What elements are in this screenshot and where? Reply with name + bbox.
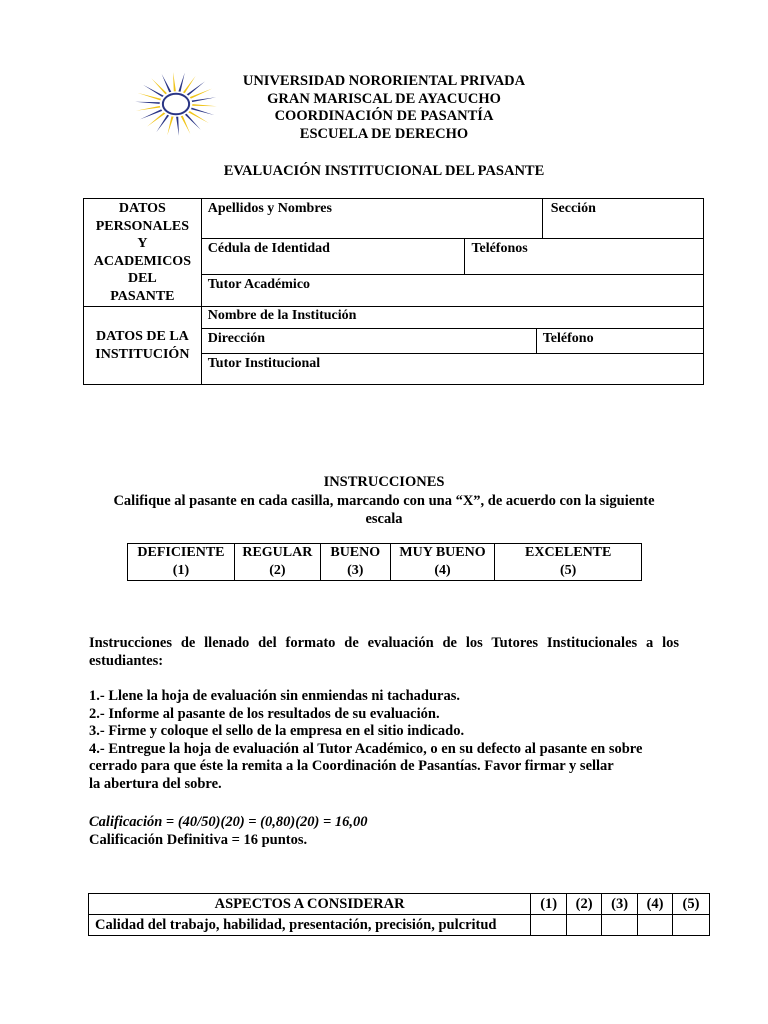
header-school: ESCUELA DE DERECHO (299, 125, 469, 142)
direccion-label: Dirección (202, 329, 537, 353)
scale-deficiente: DEFICIENTE (1) (128, 544, 235, 581)
scale-bueno: BUENO (3) (320, 544, 390, 581)
aspects-header: ASPECTOS A CONSIDERAR (89, 894, 531, 915)
instructions-text: Califique al pasante en cada casilla, marcando con una “X”, de acuerdo con la siguiente escala (113, 493, 655, 527)
logo-ray (182, 76, 195, 94)
list-item: 3.- Firme y coloque el sello de la empresa en el sitio indicado. (89, 723, 465, 739)
logo-ray (147, 112, 166, 127)
column-header: (2) (567, 894, 602, 915)
list-item: 1.- Llene la hoja de evaluación sin enmiendas ni tachaduras. (89, 688, 460, 704)
column-header: (1) (531, 894, 567, 915)
score-cell[interactable] (673, 915, 710, 936)
score-cell[interactable] (567, 915, 602, 936)
aspect-label: Calidad del trabajo, habilidad, presentación, precisión, pulcritud (89, 915, 531, 936)
column-header: (4) (638, 894, 673, 915)
formula-calculation: Calificación = (40/50)(20) = (0,80)(20) = 16,00 (89, 814, 368, 830)
column-header: (5) (673, 894, 710, 915)
list-item: la abertura del sobre. (89, 775, 222, 792)
grade-formula (89, 814, 679, 849)
logo-center (160, 91, 193, 117)
fill-instructions-intro: Instrucciones de llenado del formato de evaluación de los Tutores Institucionales a los estudiantes: (89, 635, 679, 669)
scale-excelente: EXCELENTE (5) (495, 544, 642, 581)
grading-scale-table (127, 543, 642, 581)
seccion-label: Sección (550, 201, 596, 216)
tutor-institucional-field[interactable]: Tutor Institucional (201, 354, 703, 385)
telefonos-field[interactable]: Teléfonos (465, 239, 704, 275)
header-founder: GRAN MARISCAL DE AYACUCHO (267, 90, 501, 107)
header-coordination: COORDINACIÓN DE PASANTÍA (274, 108, 494, 124)
score-cell[interactable] (602, 915, 638, 936)
header-university: UNIVERSIDAD NORORIENTAL PRIVADA (242, 73, 526, 89)
score-cell[interactable] (531, 915, 567, 936)
logo-ray (178, 73, 184, 93)
table-row (89, 915, 710, 936)
cedula-field[interactable]: Cédula de Identidad (201, 239, 465, 275)
logo-ray (173, 72, 176, 92)
logo-ray (176, 116, 179, 136)
personal-data-group: DATOS PERSONALES Y ACADEMICOS DEL PASANTE (84, 199, 202, 307)
apellidos-field[interactable] (201, 199, 703, 239)
score-cell[interactable] (638, 915, 673, 936)
student-data-table (83, 198, 704, 385)
fill-instructions-list (89, 688, 679, 793)
list-item: cerrado para que éste la remita a la Coordinación de Pasantías. Favor firmar y sellar (89, 758, 614, 774)
list-item: 4.- Entregue la hoja de evaluación al Tutor Académico, o en su defecto al pasante en sobre (89, 740, 643, 757)
tutor-academico-field[interactable]: Tutor Académico (201, 275, 703, 307)
nombre-institucion-field[interactable]: Nombre de la Institución (201, 307, 703, 329)
apellidos-label: Apellidos y Nombres (202, 199, 543, 238)
aspects-table (88, 893, 710, 936)
page-title: EVALUACIÓN INSTITUCIONAL DEL PASANTE (223, 163, 545, 179)
scale-regular: REGULAR (2) (234, 544, 320, 581)
list-item: 2.- Informe al pasante de los resultados de su evaluación. (89, 705, 440, 722)
scale-muy-bueno: MUY BUENO (4) (390, 544, 495, 581)
logo-ray (135, 102, 160, 104)
logo-ray (156, 114, 169, 132)
document-header (200, 73, 568, 143)
institution-data-group: DATOS DE LA INSTITUCIÓN (84, 307, 202, 385)
formula-final: Calificación Definitiva = 16 puntos. (89, 831, 308, 848)
column-header: (3) (602, 894, 638, 915)
telefono-label: Teléfono (542, 331, 594, 346)
logo-ray (167, 116, 173, 136)
instructions-title: INSTRUCCIONES (323, 474, 445, 490)
logo-ray (140, 109, 163, 119)
direccion-field[interactable] (201, 329, 703, 354)
logo-ray (136, 106, 161, 111)
